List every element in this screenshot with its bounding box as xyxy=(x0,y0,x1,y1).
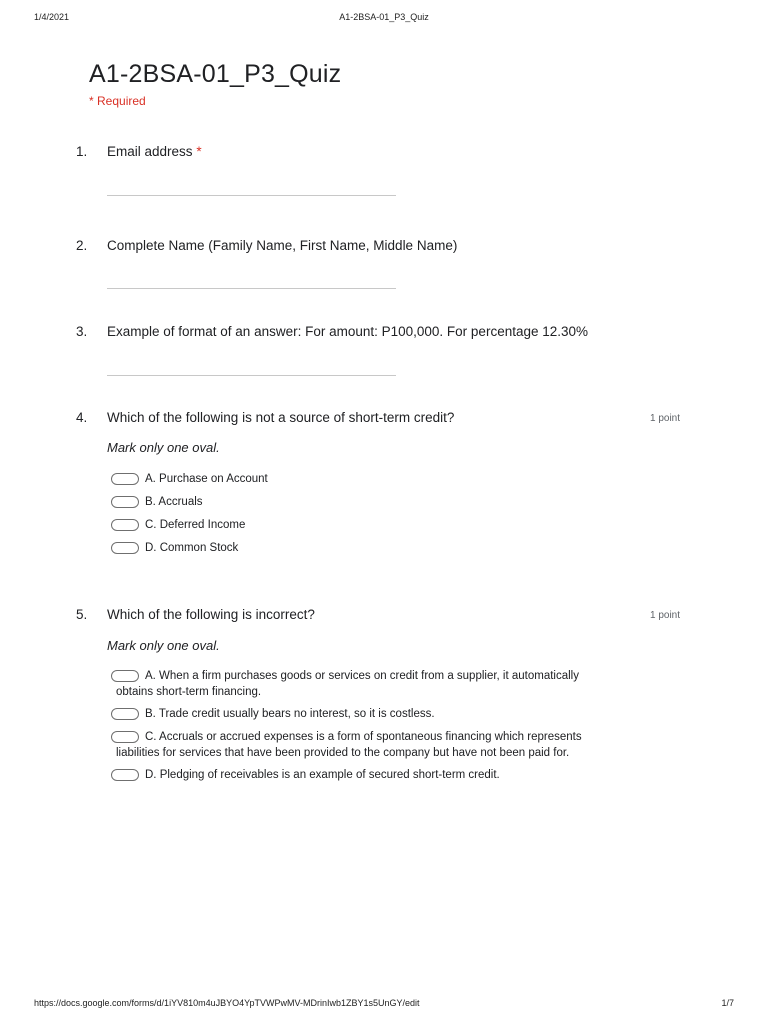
page-number: 1/7 xyxy=(721,998,734,1008)
points-badge: 1 point xyxy=(650,413,681,424)
format-answer-field[interactable] xyxy=(107,375,396,376)
radio-oval[interactable] xyxy=(111,769,139,781)
option-label: C. Accruals or accrued expenses is a form of spontaneous financing which represents xyxy=(145,731,582,743)
page-url: https://docs.google.com/forms/d/1iYV810m4uJBYO4YpTVWPwMV-MDrinIwb1ZBY1s5UnGY/edit xyxy=(34,998,420,1008)
option-label-continued: liabilities for services that have been provided to the company but have not been paid for. xyxy=(116,747,570,759)
instruction-text: Mark only one oval. xyxy=(107,440,220,455)
option-label: B. Accruals xyxy=(145,496,203,508)
radio-option[interactable] xyxy=(111,517,691,533)
option-label: A. When a firm purchases goods or services on credit from a supplier, it automatically xyxy=(145,670,579,682)
required-note: * Required xyxy=(89,94,146,108)
question-text: Example of format of an answer: For amount: P100,000. For percentage 12.30% xyxy=(107,324,589,339)
print-footer xyxy=(0,998,768,1012)
form-title: A1-2BSA-01_P3_Quiz xyxy=(89,60,342,88)
points-badge: 1 point xyxy=(650,610,681,621)
question-text: Which of the following is not a source of short-term credit? xyxy=(107,410,455,425)
name-answer-field[interactable] xyxy=(107,288,396,289)
question-label: Email address xyxy=(107,144,193,159)
option-label: D. Common Stock xyxy=(145,542,239,554)
radio-option[interactable] xyxy=(111,668,691,700)
radio-option[interactable] xyxy=(111,729,691,761)
question-text: Complete Name (Family Name, First Name, Middle Name) xyxy=(107,238,458,253)
radio-oval[interactable] xyxy=(111,670,139,682)
radio-oval[interactable] xyxy=(111,473,139,485)
email-answer-field[interactable] xyxy=(107,195,396,196)
option-label: A. Purchase on Account xyxy=(145,473,268,485)
radio-option[interactable] xyxy=(111,540,691,556)
radio-oval[interactable] xyxy=(111,496,139,508)
print-date: 1/4/2021 xyxy=(34,12,70,22)
radio-option[interactable] xyxy=(111,767,691,783)
radio-oval[interactable] xyxy=(111,708,139,720)
question-number: 1. xyxy=(76,144,88,159)
radio-option[interactable] xyxy=(111,706,691,722)
instruction-text: Mark only one oval. xyxy=(107,638,220,653)
radio-option[interactable] xyxy=(111,494,691,510)
option-label: D. Pledging of receivables is an example of secured short-term credit. xyxy=(145,769,500,781)
question-text xyxy=(107,144,202,159)
required-asterisk: * xyxy=(196,144,202,159)
question-number: 2. xyxy=(76,238,88,253)
radio-option[interactable] xyxy=(111,471,691,487)
question-number: 5. xyxy=(76,607,88,622)
option-label-continued: obtains short-term financing. xyxy=(116,686,262,698)
radio-oval[interactable] xyxy=(111,731,139,743)
option-label: B. Trade credit usually bears no interest, so it is costless. xyxy=(145,708,435,720)
print-header xyxy=(0,12,768,26)
option-label: C. Deferred Income xyxy=(145,519,246,531)
radio-oval[interactable] xyxy=(111,519,139,531)
radio-oval[interactable] xyxy=(111,542,139,554)
print-title: A1-2BSA-01_P3_Quiz xyxy=(339,12,429,22)
question-number: 4. xyxy=(76,410,88,425)
question-number: 3. xyxy=(76,324,88,339)
question-text: Which of the following is incorrect? xyxy=(107,607,315,622)
